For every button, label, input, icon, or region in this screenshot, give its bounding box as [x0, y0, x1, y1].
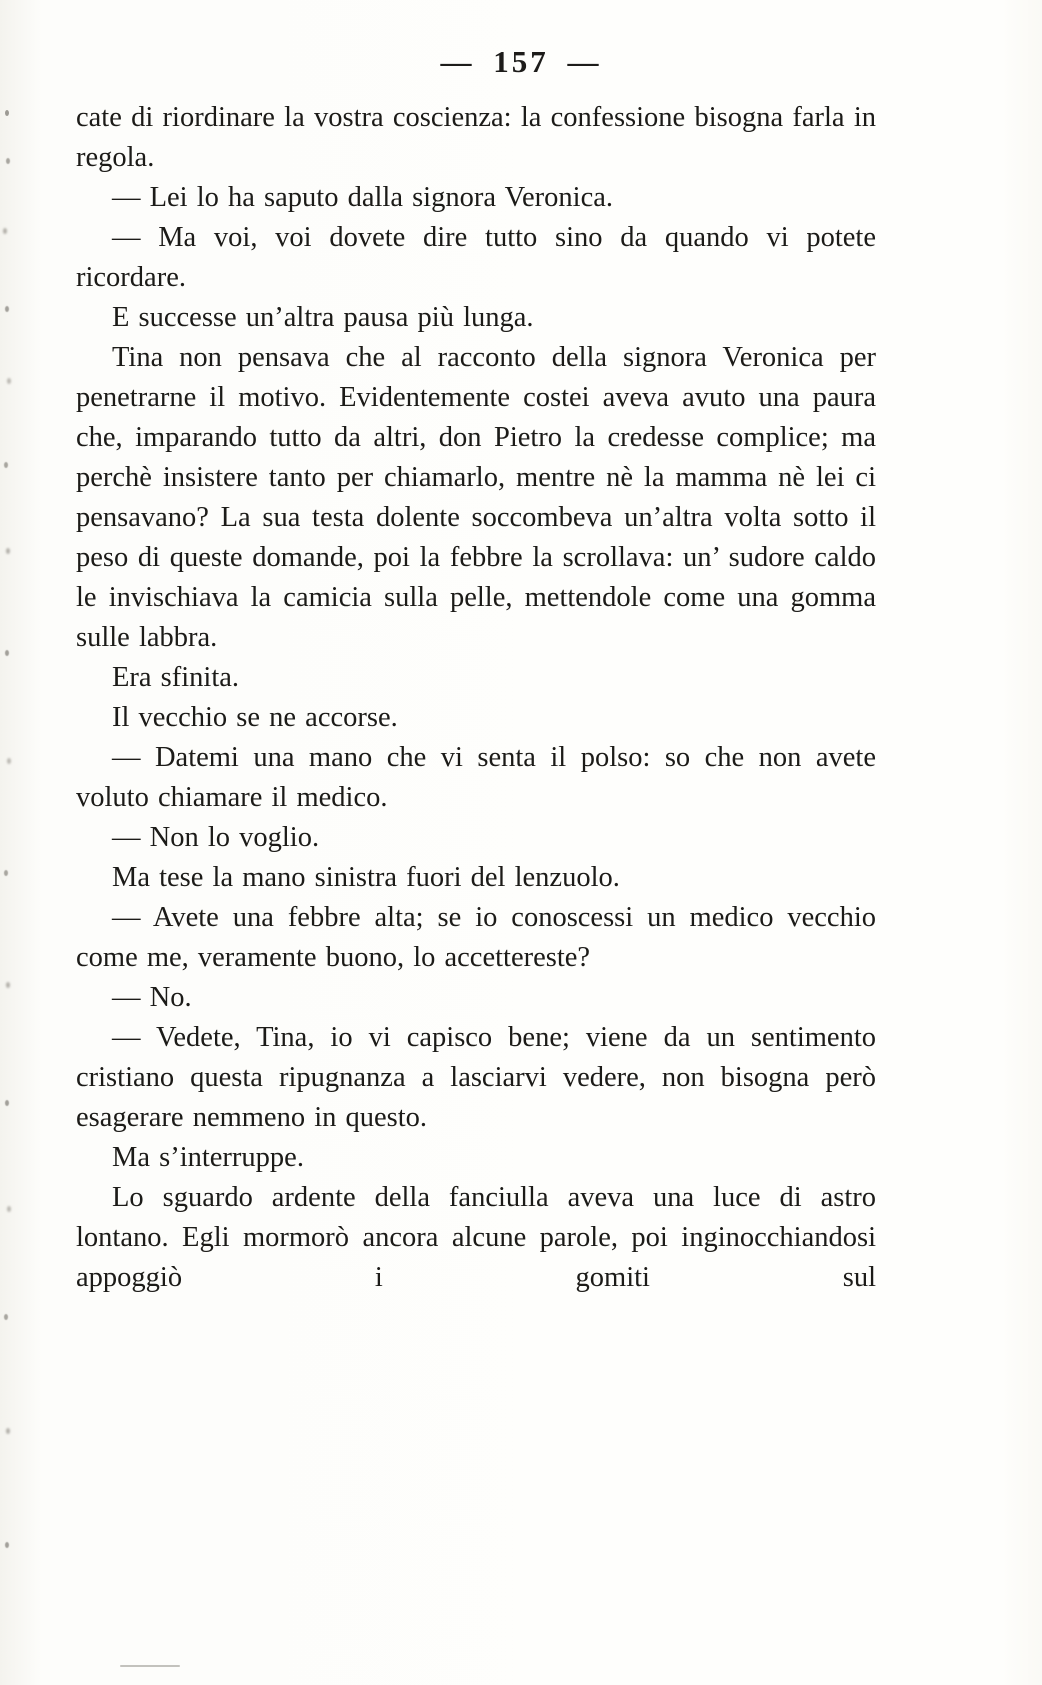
text-block [76, 98, 876, 1298]
paragraph: Ma tese la mano sinistra fuori del lenzuolo. [112, 862, 620, 893]
page-number: — 157 — [440, 44, 602, 79]
paragraph: E successe un’altra pausa più lunga. [112, 302, 534, 333]
paragraph: — Lei lo ha saputo dalla signora Veronica. [112, 182, 614, 213]
scan-bottom-artifact [120, 1665, 180, 1667]
paragraph: Era sfinita. [112, 662, 240, 693]
paragraph: Tina non pensava che al racconto della signora Veronica per penetrarne il motivo. Evidentemente costei aveva avuto una paura che, imparando tutto da altri, don Pietro la credesse complice; ma perchè insistere tanto per chiamarlo, mentre nè la mamma nè lei ci pensavano? La sua testa dolente soccombeva un’altra volta sotto il peso di queste domande, poi la febbre la scrollava: un’ sudore caldo le invischiava la camicia sulla pelle, mettendole come una gomma sulle labbra. [76, 342, 876, 653]
paragraph: — Avete una febbre alta; se io conoscessi un medico vecchio come me, veramente buono, lo accettereste? [76, 902, 876, 973]
paragraph: — Non lo voglio. [112, 822, 320, 853]
paragraph: Ma s’interruppe. [112, 1142, 304, 1173]
paragraph: cate di riordinare la vostra coscienza: la confessione bisogna farla in regola. [76, 102, 876, 173]
paragraph: — Datemi una mano che vi senta il polso: so che non avete voluto chiamare il medico. [76, 742, 876, 813]
paragraph: — Ma voi, voi dovete dire tutto sino da quando vi potete ricordare. [76, 222, 876, 293]
paragraph: Lo sguardo ardente della fanciulla aveva una luce di astro lontano. Egli mormorò ancora alcune parole, poi inginocchiandosi appoggiò i gomiti sul [76, 1182, 876, 1293]
paragraph: Il vecchio se ne accorse. [112, 702, 398, 733]
scan-edge-artifacts [5, 110, 9, 116]
paragraph: — No. [112, 982, 192, 1013]
paragraph: — Vedete, Tina, io vi capisco bene; viene da un sentimento cristiano questa ripugnanza a lasciarvi vedere, non bisogna però esagerare nemmeno in questo. [76, 1022, 876, 1133]
